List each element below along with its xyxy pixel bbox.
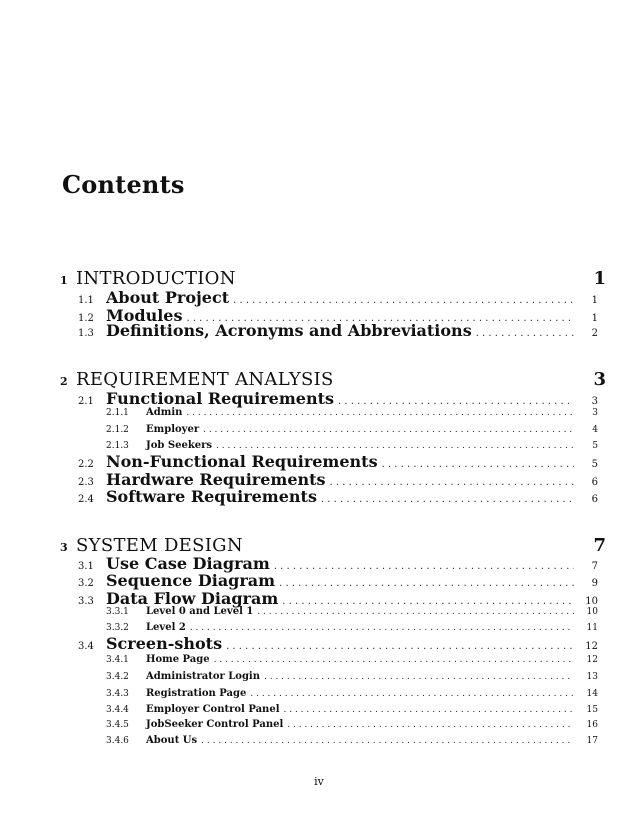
toc-entry-title: Employer Control Panel <box>146 704 280 715</box>
toc-entry-title: Screen-shots <box>106 634 223 653</box>
toc-dot-leader <box>338 396 574 407</box>
toc-section-entry[interactable] <box>0 321 638 340</box>
toc-entry-number: 3.4 <box>78 641 94 652</box>
toc-entry-page-number: 10 <box>585 596 598 607</box>
toc-entry-number: 2.1.3 <box>106 441 129 451</box>
toc-entry-number: 2.3 <box>78 477 94 488</box>
toc-dot-leader <box>279 578 574 589</box>
toc-dot-leader <box>214 655 574 665</box>
toc-entry-title: Employer <box>146 424 200 435</box>
toc-entry-number: 3.3.1 <box>106 607 129 617</box>
toc-entry-page-number: 1 <box>593 268 606 289</box>
toc-entry-page-number: 9 <box>591 578 598 589</box>
toc-entry-title: JobSeeker Control Panel <box>146 719 284 730</box>
toc-entry-title: INTRODUCTION <box>76 268 236 289</box>
toc-entry-title: About Project <box>106 288 230 307</box>
toc-entry-page-number: 15 <box>586 705 598 715</box>
toc-entry-number: 3.1 <box>78 561 94 572</box>
toc-chapter-entry[interactable] <box>0 268 638 289</box>
toc-entry-page-number: 10 <box>586 607 598 617</box>
toc-entry-number: 3.4.1 <box>106 655 129 665</box>
toc-dot-leader <box>186 408 574 418</box>
toc-entry-page-number: 3 <box>591 396 598 407</box>
toc-subsection-entry[interactable] <box>0 440 638 451</box>
toc-section-entry[interactable] <box>0 288 638 307</box>
toc-entry-number: 3.4.3 <box>106 689 129 699</box>
toc-entry-title: Definitions, Acronyms and Abbreviations <box>106 321 472 340</box>
toc-dot-leader <box>216 441 574 451</box>
toc-entry-page-number: 14 <box>586 689 598 699</box>
toc-entry-title: Level 0 and Level 1 <box>146 606 254 617</box>
toc-entry-page-number: 1 <box>591 295 598 306</box>
toc-dot-leader <box>257 607 574 617</box>
toc-entry-title: Non-Functional Requirements <box>106 452 378 471</box>
toc-entry-page-number: 12 <box>586 655 598 665</box>
toc-entry-number: 3.2 <box>78 578 94 589</box>
toc-entry-page-number: 5 <box>591 459 598 470</box>
toc-dot-leader <box>321 494 574 505</box>
toc-subsection-entry[interactable] <box>0 735 638 746</box>
toc-section-entry[interactable] <box>0 389 638 408</box>
toc-entry-page-number: 7 <box>591 561 598 572</box>
toc-section-entry[interactable] <box>0 452 638 471</box>
toc-entry-title: SYSTEM DESIGN <box>76 535 243 556</box>
toc-subsection-entry[interactable] <box>0 424 638 435</box>
toc-entry-title: Use Case Diagram <box>106 554 270 573</box>
toc-entry-title: Hardware Requirements <box>106 470 326 489</box>
toc-subsection-entry[interactable] <box>0 654 638 665</box>
toc-dot-leader <box>250 689 574 699</box>
toc-entry-title: Sequence Diagram <box>106 571 276 590</box>
toc-entry-page-number: 2 <box>591 328 598 339</box>
toc-dot-leader <box>284 705 575 715</box>
toc-entry-title: About Us <box>146 735 198 746</box>
toc-entry-title: Modules <box>106 306 183 325</box>
toc-entry-number: 1.3 <box>78 328 94 339</box>
toc-entry-page-number: 3 <box>592 408 598 418</box>
toc-entry-page-number: 16 <box>586 720 598 730</box>
toc-entry-page-number: 3 <box>593 369 606 390</box>
toc-entry-title: Registration Page <box>146 688 247 699</box>
toc-entry-page-number: 17 <box>586 736 598 746</box>
toc-entry-number: 2.1.2 <box>106 425 129 435</box>
toc-entry-number: 3.3 <box>78 596 94 607</box>
toc-entry-number: 2 <box>60 375 68 388</box>
toc-dot-leader <box>201 736 574 746</box>
toc-entry-number: 3 <box>60 541 68 554</box>
toc-entry-number: 3.4.6 <box>106 736 129 746</box>
toc-entry-title: Software Requirements <box>106 487 317 506</box>
toc-dot-leader <box>287 720 574 730</box>
page-title: Contents <box>62 170 185 199</box>
toc-entry-number: 3.4.2 <box>106 672 129 682</box>
toc-entry-page-number: 7 <box>593 535 606 556</box>
toc-entry-number: 1 <box>60 274 68 287</box>
toc-dot-leader <box>382 459 574 470</box>
toc-entry-page-number: 11 <box>586 623 598 633</box>
toc-entry-page-number: 1 <box>591 313 598 324</box>
toc-subsection-entry[interactable] <box>0 719 638 730</box>
toc-dot-leader <box>264 672 574 682</box>
toc-entry-title: Home Page <box>146 654 210 665</box>
toc-entry-title: Level 2 <box>146 622 186 633</box>
toc-section-entry[interactable] <box>0 571 638 590</box>
toc-dot-leader <box>233 295 574 306</box>
toc-chapter-entry[interactable] <box>0 535 638 556</box>
toc-entry-number: 3.4.4 <box>106 705 129 715</box>
toc-subsection-entry[interactable] <box>0 671 638 682</box>
toc-entry-number: 1.2 <box>78 313 94 324</box>
toc-entry-page-number: 6 <box>591 494 598 505</box>
toc-section-entry[interactable] <box>0 487 638 506</box>
toc-entry-page-number: 13 <box>586 672 598 682</box>
toc-subsection-entry[interactable] <box>0 688 638 699</box>
toc-entry-page-number: 4 <box>592 425 598 435</box>
toc-subsection-entry[interactable] <box>0 606 638 617</box>
toc-entry-title: Functional Requirements <box>106 389 334 408</box>
toc-entry-page-number: 5 <box>592 441 598 451</box>
toc-dot-leader <box>476 328 574 339</box>
toc-entry-number: 2.1.1 <box>106 408 129 418</box>
toc-dot-leader <box>203 425 574 435</box>
toc-subsection-entry[interactable] <box>0 704 638 715</box>
toc-entry-title: Administrator Login <box>146 671 260 682</box>
toc-entry-title: Data Flow Diagram <box>106 589 279 608</box>
toc-entry-page-number: 6 <box>591 477 598 488</box>
toc-entry-title: Job Seekers <box>146 440 213 451</box>
toc-entry-number: 3.3.2 <box>106 623 129 633</box>
toc-dot-leader <box>226 641 574 652</box>
toc-subsection-entry[interactable] <box>0 622 638 633</box>
toc-entry-page-number: 12 <box>585 641 598 652</box>
toc-entry-title: Admin <box>146 407 183 418</box>
toc-entry-title: REQUIREMENT ANALYSIS <box>76 369 334 390</box>
toc-chapter-entry[interactable] <box>0 369 638 390</box>
toc-dot-leader <box>190 623 574 633</box>
toc-entry-number: 2.2 <box>78 459 94 470</box>
page-number: iv <box>314 775 324 788</box>
toc-entry-number: 1.1 <box>78 295 94 306</box>
toc-entry-number: 2.1 <box>78 396 94 407</box>
toc-entry-number: 2.4 <box>78 494 94 505</box>
toc-entry-number: 3.4.5 <box>106 720 129 730</box>
toc-subsection-entry[interactable] <box>0 407 638 418</box>
toc-section-entry[interactable] <box>0 634 638 653</box>
